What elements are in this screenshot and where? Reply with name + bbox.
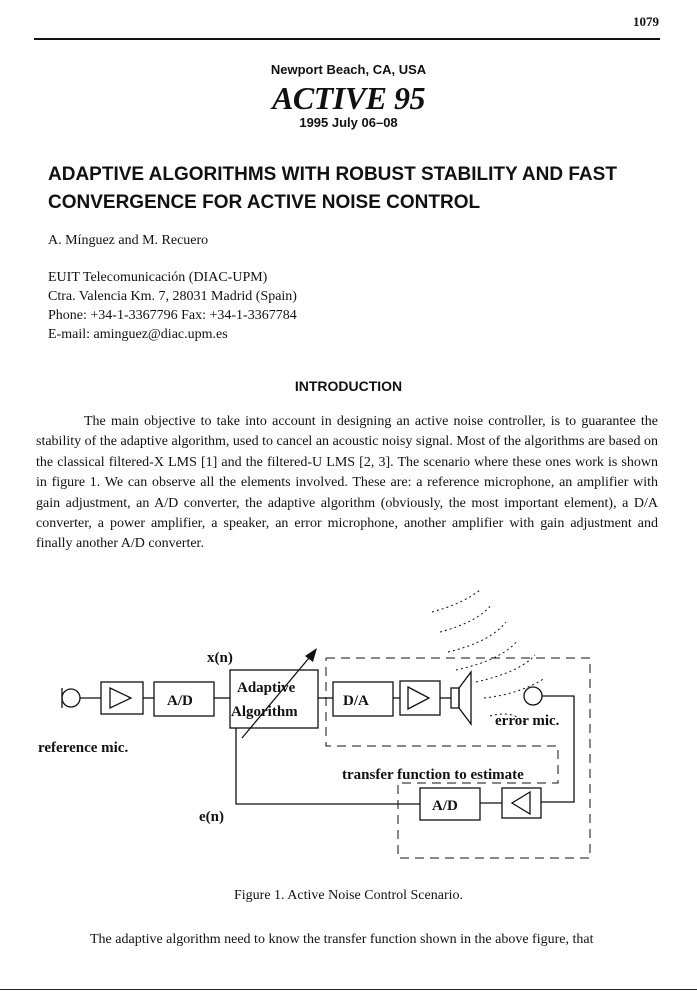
page-number: 1079	[633, 14, 659, 29]
label-en: e(n)	[199, 809, 224, 825]
conference-location: Newport Beach, CA, USA	[270, 62, 427, 77]
error-amplifier-box	[502, 788, 541, 818]
amplifier-icon	[512, 792, 530, 814]
header-rule	[34, 38, 660, 40]
affiliation-phone: Phone: +34-1-3367796 Fax: +34-1-3367784	[48, 308, 297, 323]
power-amplifier-box	[400, 681, 440, 715]
continuation-paragraph: The adaptive algorithm need to know the transfer function shown in the above figure, that	[90, 932, 594, 947]
label-transfer-function: transfer function to estimate	[342, 767, 524, 783]
conference-dates: 1995 July 06–08	[299, 115, 398, 130]
intro-paragraph: The main objective to take into account in designing an active noise controller, is to guarantee the stability of the adaptive algorithm, used to cancel an acoustic noisy signal. Most of the algorithms are based on the classical filtered-X LMS [1] and the filtered-U LMS [2, 3]. The scenario where these ones work is shown in figure 1. We can observe all the elements involved. These are: a reference microphone, an amplifier with gain adjustment, an A/D converter, the adaptive algorithm (obviously, the most important element), a D/A converter, a power amplifier, a speaker, an error microphone, another amplifier with gain adjustment and finally another A/D converter.	[36, 414, 658, 552]
footer-rule	[0, 989, 697, 990]
amplifier-icon	[110, 688, 131, 708]
error-microphone-icon	[524, 687, 574, 802]
affiliation-address: Ctra. Valencia Km. 7, 28031 Madrid (Spain)	[48, 289, 297, 304]
amplifier-icon	[408, 687, 429, 709]
figure-anc-scenario	[0, 570, 697, 880]
authors: A. Mínguez and M. Recuero	[48, 233, 209, 248]
label-ad-2: A/D	[432, 798, 458, 814]
label-xn: x(n)	[207, 650, 233, 666]
label-error-mic: error mic.	[495, 713, 560, 729]
title-line-2: CONVERGENCE FOR ACTIVE NOISE CONTROL	[48, 192, 481, 213]
section-heading: INTRODUCTION	[294, 378, 403, 394]
affiliation-block	[48, 268, 297, 344]
affiliation-email: E-mail: aminguez@diac.upm.es	[48, 327, 228, 342]
sound-wave-icon	[432, 590, 545, 722]
amplifier-box	[101, 682, 143, 714]
affiliation-institution: EUIT Telecomunicación (DIAC-UPM)	[48, 270, 268, 285]
title-line-1: ADAPTIVE ALGORITHMS WITH ROBUST STABILITY AND FAST	[48, 164, 617, 185]
label-algorithm: Algorithm	[231, 704, 298, 720]
microphone-icon	[62, 688, 80, 708]
label-ad-1: A/D	[167, 693, 193, 709]
figure-caption: Figure 1. Active Noise Control Scenario.	[233, 888, 464, 903]
conference-name: ACTIVE 95	[272, 80, 425, 116]
label-adaptive: Adaptive	[237, 680, 296, 696]
paper-title	[48, 161, 648, 217]
label-da: D/A	[343, 693, 369, 709]
label-reference-mic: reference mic.	[38, 740, 129, 756]
speaker-icon	[451, 672, 471, 724]
